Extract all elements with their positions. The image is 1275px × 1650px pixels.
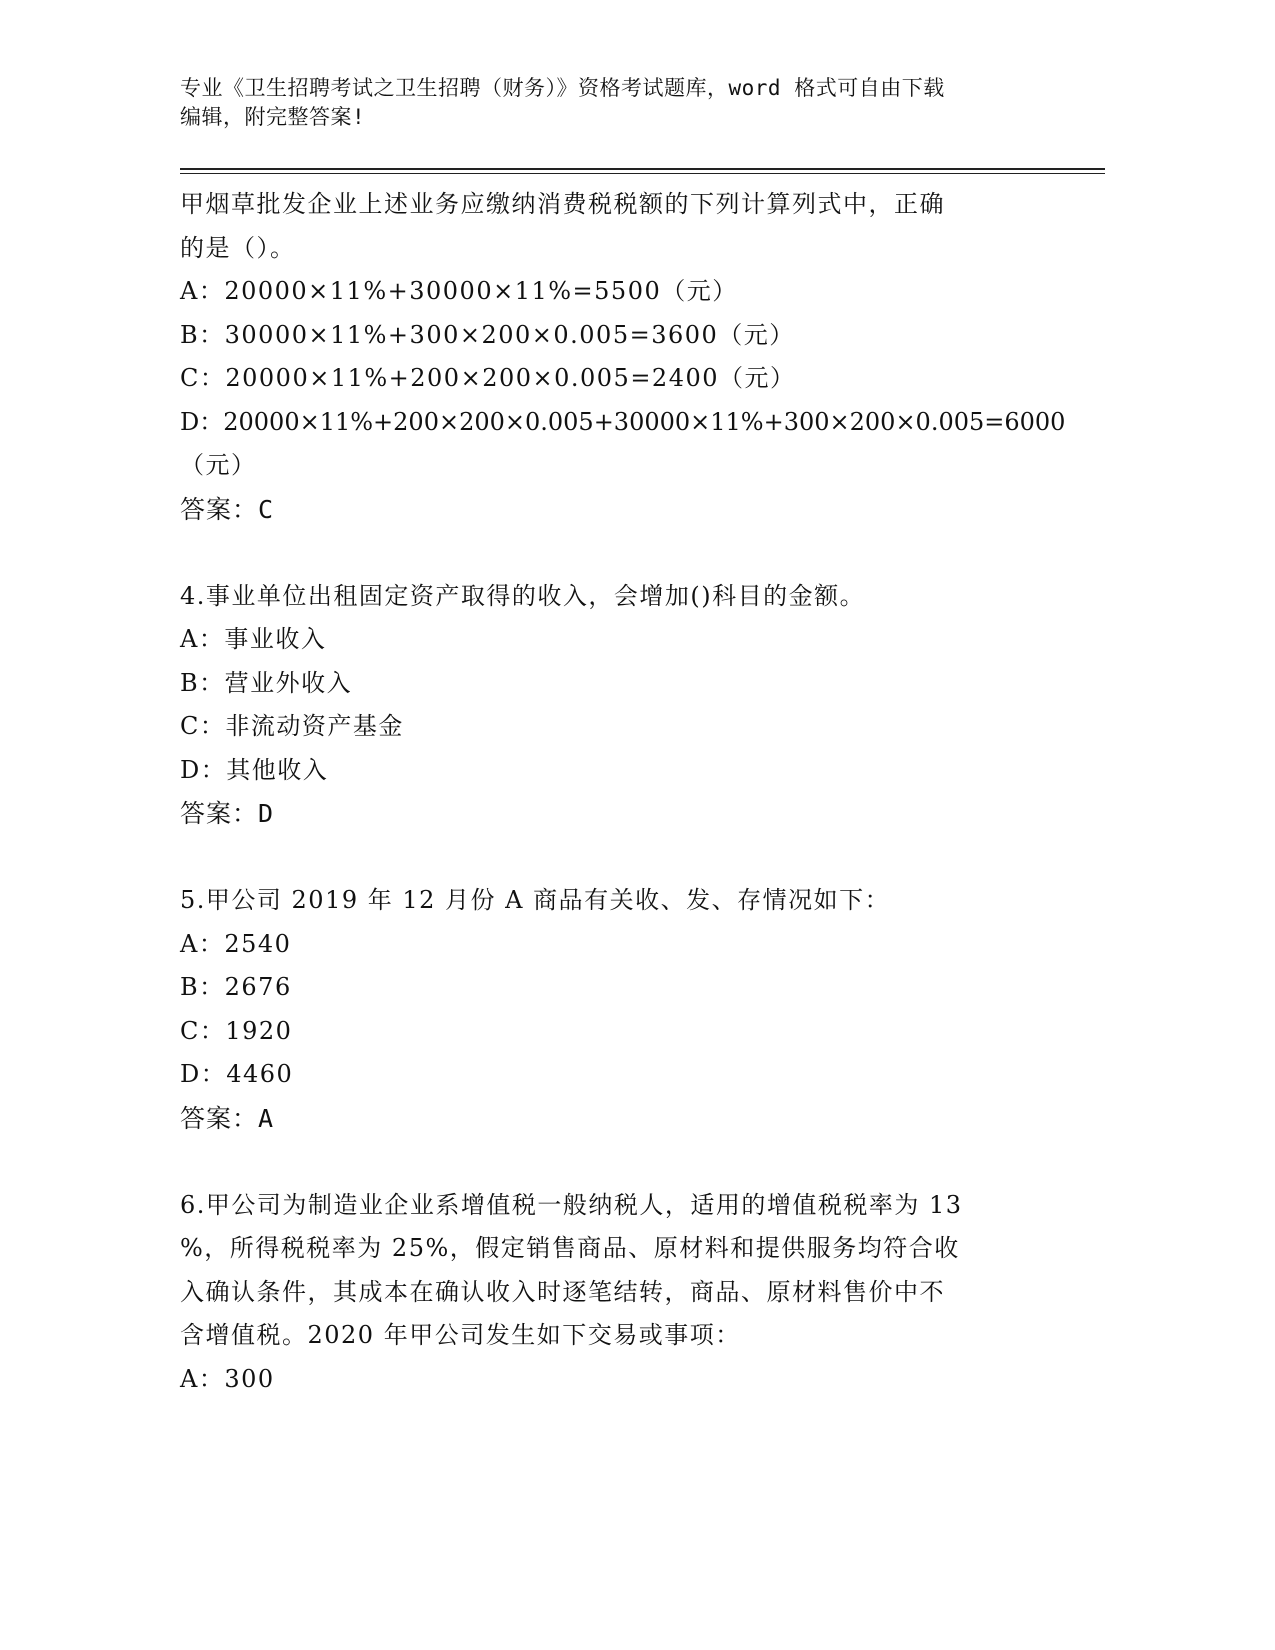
spacer xyxy=(180,836,1030,880)
document-header xyxy=(180,74,1040,132)
header-rule-thin xyxy=(180,173,1105,174)
spacer xyxy=(180,531,1030,575)
header-line-1: 专业《卫生招聘考试之卫生招聘（财务）》资格考试题库，word 格式可自由下载 xyxy=(180,76,945,100)
question-3-option-b: B：30000×11%+300×200×0.005=3600（元） xyxy=(180,320,795,349)
question-6-stem-line-4: 含增值税。2020 年甲公司发生如下交易或事项： xyxy=(180,1321,741,1349)
header-rule-thick xyxy=(180,168,1105,170)
spacer xyxy=(180,1140,1030,1184)
question-5-option-d: D：4460 xyxy=(180,1060,294,1088)
question-3-option-c: C：20000×11%+200×200×0.005=2400（元） xyxy=(180,364,796,392)
question-5-stem: 5.甲公司 2019 年 12 月份 A 商品有关收、发、存情况如下： xyxy=(180,886,891,914)
question-4-option-c: C：非流动资产基金 xyxy=(180,712,404,740)
question-4-option-a: A：事业收入 xyxy=(180,625,327,653)
question-4-answer: 答案：D xyxy=(180,799,275,828)
question-4-option-b: B：营业外收入 xyxy=(180,668,353,697)
question-4 xyxy=(180,575,1030,836)
question-6 xyxy=(180,1184,1030,1402)
question-3-answer: 答案：C xyxy=(180,494,275,524)
question-3-option-a: A：20000×11%+30000×11%=5500（元） xyxy=(180,277,738,305)
question-3-stem-line-2: 的是（）。 xyxy=(180,233,296,262)
question-4-option-d: D：其他收入 xyxy=(180,755,329,784)
header-line-2: 编辑，附完整答案! xyxy=(180,105,366,129)
question-4-stem: 4.事业单位出租固定资产取得的收入，会增加()科目的金额。 xyxy=(180,581,866,610)
question-6-stem-line-2: %，所得税税率为 25%，假定销售商品、原材料和提供服务均符合收 xyxy=(180,1234,960,1262)
question-5-option-c: C：1920 xyxy=(180,1016,293,1045)
question-3 xyxy=(180,183,1066,531)
question-6-stem-line-3: 入确认条件，其成本在确认收入时逐笔结转，商品、原材料售价中不 xyxy=(180,1277,945,1306)
question-6-stem-line-1: 6.甲公司为制造业企业系增值税一般纳税人，适用的增值税税率为 13 xyxy=(180,1190,963,1219)
question-6-option-a: A：300 xyxy=(180,1364,275,1393)
question-3-option-d-line-1: D：20000×11%+200×200×0.005+30000×11%+300×200×0.005=6000 xyxy=(180,407,1066,436)
question-5 xyxy=(180,879,1030,1140)
question-5-option-b: B：2676 xyxy=(180,973,292,1001)
question-5-answer: 答案：A xyxy=(180,1103,275,1133)
question-5-option-a: A：2540 xyxy=(180,929,292,958)
question-list xyxy=(180,183,1066,1401)
question-3-option-d-line-2: （元） xyxy=(180,451,257,479)
question-3-stem-line-1: 甲烟草批发企业上述业务应缴纳消费税税额的下列计算列式中，正确 xyxy=(180,190,945,218)
